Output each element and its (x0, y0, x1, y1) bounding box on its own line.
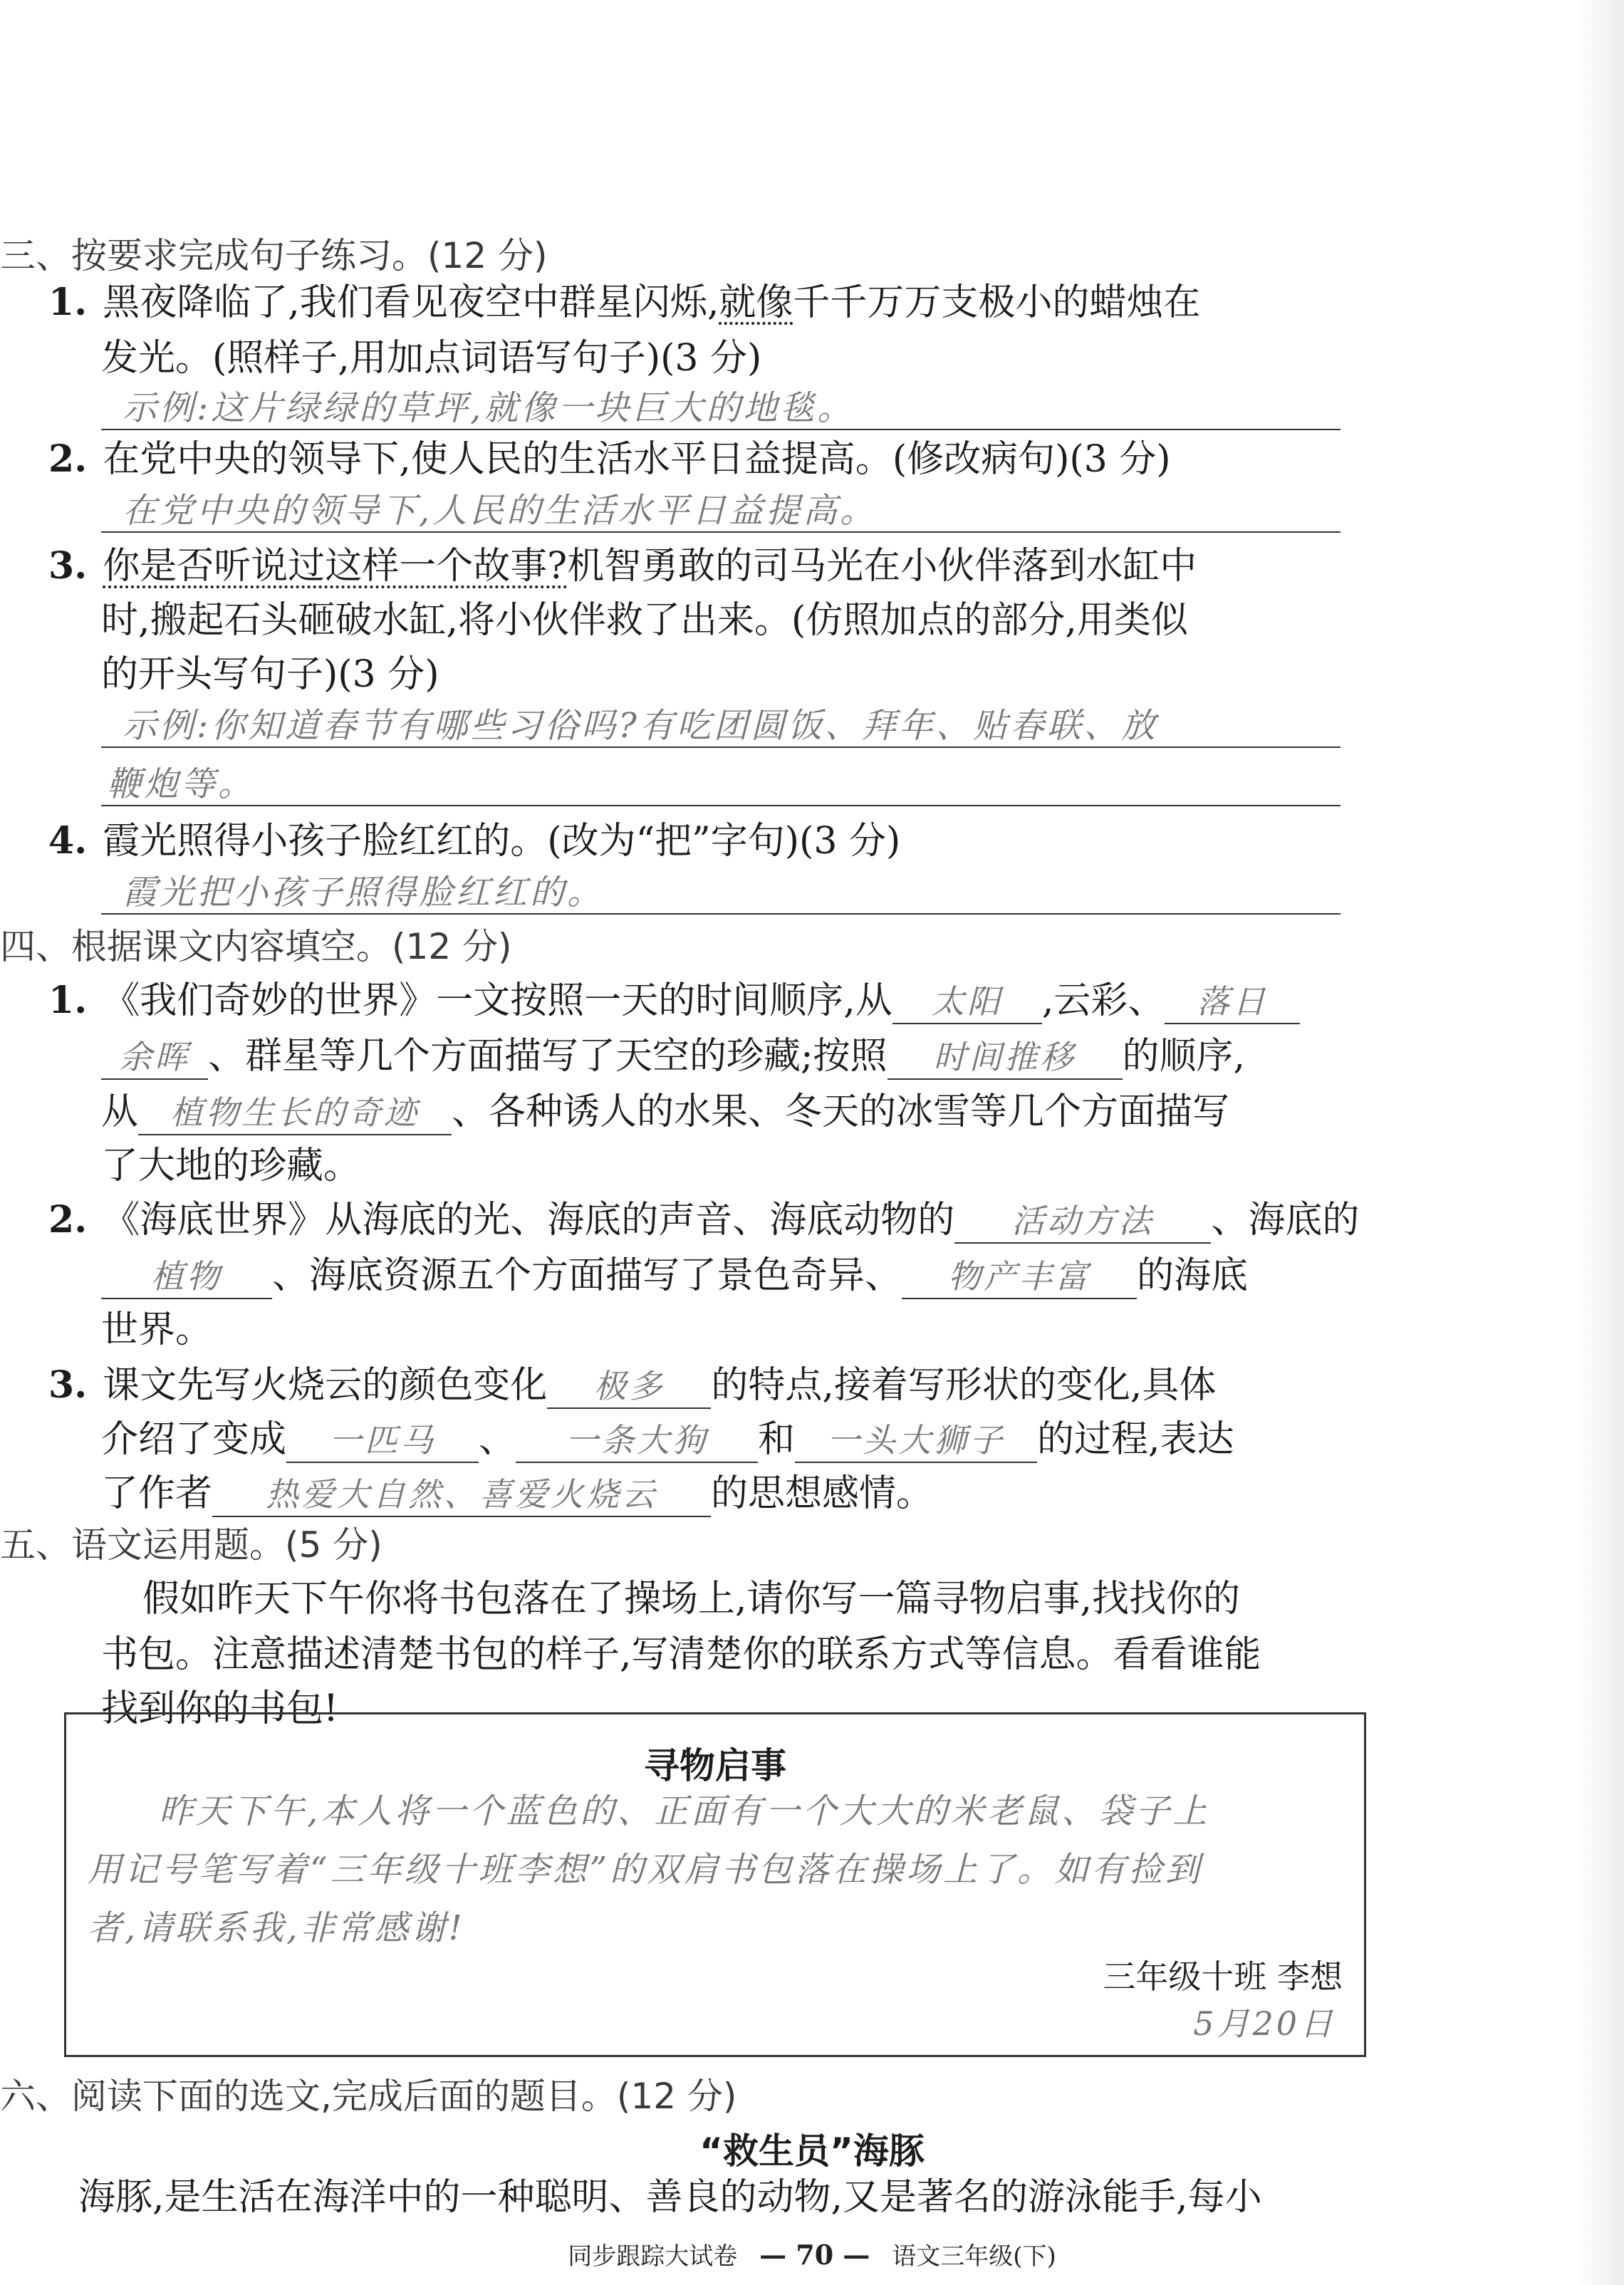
question-number: 3. (48, 1363, 88, 1407)
q4-2-text: 的海底 (1137, 1254, 1249, 1297)
q4-3-text: 、 (479, 1418, 516, 1461)
question-number: 1. (48, 281, 88, 324)
q4-1-line4: 了大地的珍藏。 (101, 1145, 361, 1187)
lost-notice-box (64, 1712, 1366, 2057)
q3-2-text: 在党中央的领导下,使人民的生活水平日益提高。(修改病句)(3 分) (103, 438, 1171, 481)
blank-answer: 热爱大自然、喜爱火烧云 (212, 1473, 711, 1517)
notice-line-1: 昨天下午,本人将一个蓝色的、正面有一个大大的米老鼠、袋子上 (159, 1791, 1210, 1831)
article-title: “救生员”海豚 (699, 2130, 925, 2172)
q4-1-line1 (48, 977, 1300, 1024)
blank-answer: 极多 (547, 1365, 711, 1409)
q4-3-text: 和 (758, 1418, 796, 1461)
q4-2-text: 、海底资源五个方面描写了景色奇异、 (272, 1254, 902, 1297)
page-edge-shadow (1574, 0, 1624, 2285)
section-4-heading: 四、根据课文内容填空。(12 分) (0, 926, 512, 967)
section-3-heading: 三、按要求完成句子练习。(12 分) (0, 235, 548, 276)
q3-1-text-b: 千千万万支极小的蜡烛在 (793, 281, 1201, 324)
q4-3-text: 的特点,接着写形状的变化,具体 (711, 1364, 1217, 1407)
s5-paragraph-line1: 假如昨天下午你将书包落在了操场上,请你写一篇寻物启事,找找你的 (142, 1578, 1241, 1620)
blank-answer: 活动方法 (954, 1199, 1211, 1244)
q4-3-text: 的过程,表达 (1037, 1418, 1234, 1461)
q4-2-text: 、海底的 (1211, 1199, 1360, 1242)
q3-3-line2: 时,搬起石头砸破水缸,将小伙伴救了出来。(仿照加点的部分,用类似 (101, 599, 1188, 642)
blank-answer: 余晖 (101, 1036, 208, 1080)
section-6-heading: 六、阅读下面的选文,完成后面的题目。(12 分) (0, 2076, 737, 2117)
q3-2-answer: 在党中央的领导下,人民的生活水平日益提高。 (101, 489, 1341, 533)
q3-2-line (48, 436, 1171, 483)
question-number: 1. (48, 979, 88, 1022)
notice-title: 寻物启事 (644, 1745, 786, 1786)
question-number: 2. (48, 437, 88, 481)
q4-1-text: 《我们奇妙的世界》一文按照一天的时间顺序,从 (103, 979, 892, 1022)
blank-answer: 太阳 (892, 980, 1042, 1024)
q4-3-line2 (101, 1416, 1234, 1463)
article-paragraph-line1: 海豚,是生活在海洋中的一种聪明、善良的动物,又是著名的游泳能手,每小 (78, 2176, 1262, 2219)
q3-1-line2: 发光。(照样子,用加点词语写句子)(3 分) (101, 337, 762, 380)
q4-1-line3 (101, 1088, 1229, 1135)
blank-answer: 植物 (101, 1255, 272, 1299)
q4-1-text: 的顺序, (1122, 1035, 1246, 1078)
blank-answer: 时间推移 (888, 1036, 1123, 1080)
q4-1-text: 从 (101, 1091, 139, 1133)
notice-line-2: 用记号笔写着“三年级十班李想”的双肩书包落在操场上了。如有捡到 (88, 1850, 1203, 1890)
question-number: 2. (48, 1198, 88, 1242)
notice-line-3: 者,请联系我,非常感谢! (88, 1908, 465, 1948)
q3-3-line1 (48, 543, 1197, 590)
blank-answer: 植物生长的奇迹 (138, 1091, 452, 1135)
q4-2-line1 (48, 1197, 1359, 1244)
question-number: 3. (48, 544, 88, 588)
s5-paragraph-line2: 书包。注意描述清楚书包的样子,写清楚你的联系方式等信息。看看谁能 (101, 1633, 1261, 1676)
q4-1-text: 、群星等几个方面描写了天空的珍藏;按照 (208, 1035, 888, 1078)
blank-answer: 一条大狗 (516, 1419, 758, 1463)
footer-grade: 语文三年级(下) (892, 2242, 1056, 2271)
q3-3-line3: 的开头写句子)(3 分) (101, 653, 439, 696)
blank-answer: 一匹马 (286, 1419, 479, 1463)
q3-1-answer: 示例:这片绿绿的草坪,就像一块巨大的地毯。 (101, 386, 1341, 430)
page-number: — 70 — (759, 2239, 870, 2271)
q4-2-text: 《海底世界》从海底的光、海底的声音、海底动物的 (103, 1199, 955, 1242)
question-number: 4. (48, 819, 88, 863)
q3-3-answer-1: 示例:你知道春节有哪些习俗吗?有吃团圆饭、拜年、贴春联、放 (101, 704, 1341, 748)
q3-4-line (48, 818, 900, 865)
q3-3-answer-2: 鞭炮等。 (101, 762, 1341, 806)
q4-3-line1 (48, 1362, 1216, 1409)
q4-3-text: 课文先写火烧云的颜色变化 (103, 1364, 548, 1407)
q3-1-emphasis: 就像 (719, 281, 793, 324)
q4-3-line3 (101, 1470, 933, 1517)
blank-answer: 一头大狮子 (795, 1419, 1037, 1463)
q4-2-line3: 世界。 (101, 1308, 213, 1351)
blank-answer: 物产丰富 (902, 1255, 1137, 1299)
q3-1-line1 (48, 279, 1200, 326)
notice-date: 5月20日 (1193, 2004, 1336, 2043)
q4-3-text: 了作者 (101, 1472, 213, 1515)
q3-3-text-b: 机智勇敢的司马光在小伙伴落到水缸中 (567, 545, 1197, 588)
notice-signature: 三年级十班 李想 (1103, 1957, 1343, 1996)
q4-2-line2 (101, 1252, 1248, 1299)
q3-1-text-a: 黑夜降临了,我们看见夜空中群星闪烁, (103, 281, 719, 324)
q4-1-line2 (101, 1033, 1245, 1080)
section-5-heading: 五、语文运用题。(5 分) (0, 1524, 382, 1566)
footer-book-title: 同步跟踪大试卷 (568, 2242, 738, 2271)
s5-paragraph-line3: 找到你的书包! (101, 1687, 338, 1730)
q3-3-emphasis: 你是否听说过这样一个故事? (103, 545, 568, 588)
q4-1-text: ,云彩、 (1041, 979, 1165, 1022)
blank-answer: 落日 (1165, 980, 1300, 1024)
q4-3-text: 的思想感情。 (711, 1472, 934, 1515)
q4-3-text: 介绍了变成 (101, 1418, 287, 1461)
q4-1-text: 、各种诱人的水果、冬天的冰雪等几个方面描写 (452, 1091, 1230, 1133)
q3-4-text: 霞光照得小孩子脸红红的。(改为“把”字句)(3 分) (103, 820, 901, 863)
page-footer (0, 2237, 1624, 2271)
q3-4-answer: 霞光把小孩子照得脸红红的。 (101, 870, 1341, 915)
